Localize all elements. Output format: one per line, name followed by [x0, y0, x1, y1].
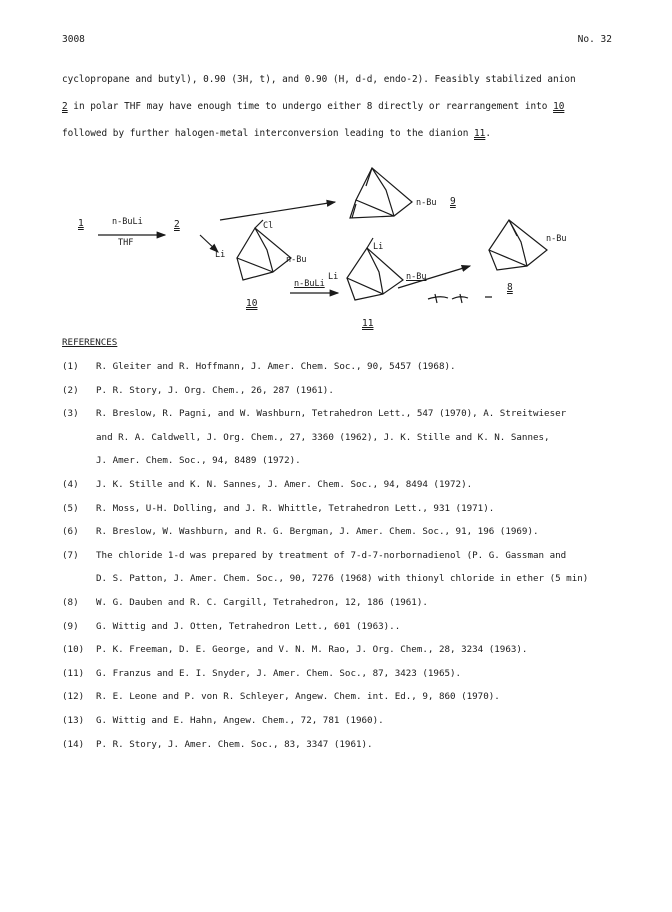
reference-item: [62, 520, 642, 544]
crossed-mark: [428, 294, 492, 303]
reference-item: [62, 544, 642, 591]
reference-number: (11): [62, 667, 85, 679]
reference-item: [62, 591, 642, 615]
reference-item: [62, 355, 642, 379]
paragraph-line-2-text: in polar THF may have enough time to undergo either 8 directly or rearrangement into: [67, 101, 554, 112]
reference-number: (3): [62, 408, 79, 420]
paragraph-line-2: [62, 93, 622, 120]
reference-number: (13): [62, 714, 85, 726]
reference-item: [62, 615, 642, 639]
compound-11-substituent: n-Bu: [406, 272, 427, 282]
compound-11-lithium-left: Li: [328, 272, 339, 282]
reference-number: (12): [62, 691, 85, 703]
reference-number: (5): [62, 502, 79, 514]
reference-text-line: R. Moss, U-H. Dolling, and J. R. Whittle, Tetrahedron Lett., 931 (1971).: [96, 502, 495, 514]
reference-text-line: and R. A. Caldwell, J. Org. Chem., 27, 3360 (1962), J. K. Stille and K. N. Sannes,: [96, 431, 550, 443]
compound-10-chlorine: Cl: [263, 221, 274, 231]
reference-item: [62, 709, 642, 733]
arrow-2-to-9: [220, 202, 335, 220]
reference-number: (4): [62, 478, 79, 490]
reference-text-line: D. S. Patton, J. Amer. Chem. Soc., 90, 7276 (1968) with thionyl chloride in ether (5 min): [96, 573, 589, 585]
compound-9-substituent: n-Bu: [416, 198, 437, 208]
reference-item: [62, 379, 642, 403]
reference-text-line: J. K. Stille and K. N. Sannes, J. Amer. Chem. Soc., 94, 8494 (1972).: [96, 478, 473, 490]
reference-item: [62, 733, 642, 757]
compound-ref-10: 10: [553, 101, 565, 112]
references-list: [62, 355, 642, 756]
compound-ref-11: 11: [474, 128, 486, 139]
compound-11-lithium-top: Li: [373, 242, 384, 252]
reaction-scheme: [60, 158, 620, 333]
reference-text-line: P. K. Freeman, D. E. George, and V. N. M. Rao, J. Org. Chem., 28, 3234 (1963).: [96, 644, 528, 656]
references-heading: REFERENCES: [62, 337, 118, 348]
reference-number: (8): [62, 596, 79, 608]
compound-8-label: 8: [507, 282, 513, 293]
paragraph-line-1: cyclopropane and butyl), 0.90 (3H, t), and 0.90 (H, d-d, endo-2). Feasibly stabilized anion: [62, 74, 576, 85]
reference-number: (1): [62, 361, 79, 372]
compound-10-substituent: n-Bu: [286, 255, 307, 265]
scheme-drawing: [60, 158, 620, 333]
reference-item: [62, 685, 642, 709]
reference-text-line: P. R. Story, J. Org. Chem., 26, 287 (1961).: [96, 384, 334, 396]
compound-ref-2: 2: [62, 101, 68, 112]
reference-text-line: R. E. Leone and P. von R. Schleyer, Angew. Chem. int. Ed., 9, 860 (1970).: [96, 691, 500, 703]
reference-number: (6): [62, 526, 79, 538]
reference-text-line: R. Gleiter and R. Hoffmann, J. Amer. Chem. Soc., 90, 5457 (1968).: [96, 361, 456, 372]
reference-item: [62, 473, 642, 497]
reference-text-line: The chloride 1-d was prepared by treatment of 7-d-7-norbornadienol (P. G. Gassman and: [96, 549, 567, 561]
reference-number: (7): [62, 549, 79, 561]
reference-text-line: G. Wittig and J. Otten, Tetrahedron Lett., 601 (1963)..: [96, 620, 401, 632]
reference-text-line: J. Amer. Chem. Soc., 94, 8489 (1972).: [96, 455, 301, 467]
reference-number: (2): [62, 384, 79, 396]
page-number: 3008: [62, 34, 85, 45]
paragraph-line-3: [62, 120, 622, 147]
compound-2-label: 2: [174, 219, 180, 230]
paragraph-line-3-end: .: [485, 128, 491, 139]
reference-number: (10): [62, 644, 85, 656]
reference-item: [62, 497, 642, 521]
reference-item: [62, 402, 642, 473]
issue-number: No. 32: [577, 34, 612, 45]
reference-number: (9): [62, 620, 79, 632]
reference-text-line: P. R. Story, J. Amer. Chem. Soc., 83, 3347 (1961).: [96, 738, 373, 750]
compound-8-substituent: n-Bu: [546, 234, 567, 244]
step-2-reagent: n-BuLi: [294, 279, 325, 289]
body-paragraph: [62, 66, 622, 147]
structure-8: [489, 220, 547, 270]
reference-text-line: G. Wittig and E. Hahn, Angew. Chem., 72, 781 (1960).: [96, 714, 384, 726]
compound-11-label: 11: [362, 318, 374, 329]
reference-item: [62, 662, 642, 686]
compound-10-label: 10: [246, 298, 258, 309]
reference-number: (14): [62, 738, 85, 750]
reference-item: [62, 638, 642, 662]
compound-9-label: 9: [450, 196, 456, 207]
compound-10-lithium: Li: [215, 250, 226, 260]
reference-text-line: G. Franzus and E. I. Snyder, J. Amer. Chem. Soc., 87, 3423 (1965).: [96, 667, 462, 679]
paragraph-line-3-text: followed by further halogen-metal interconversion leading to the dianion: [62, 128, 475, 139]
reference-text-line: R. Breslow, W. Washburn, and R. G. Bergman, J. Amer. Chem. Soc., 91, 196 (1969).: [96, 526, 539, 538]
reference-text-line: R. Breslow, R. Pagni, and W. Washburn, Tetrahedron Lett., 547 (1970), A. Streitwieser: [96, 408, 567, 420]
reference-text-line: W. G. Dauben and R. C. Cargill, Tetrahedron, 12, 186 (1961).: [96, 596, 428, 608]
structure-9: [350, 168, 412, 218]
reagent-bottom-label: THF: [118, 238, 134, 248]
reagent-top-label: n-BuLi: [112, 217, 143, 227]
compound-1-label: 1: [78, 218, 84, 229]
